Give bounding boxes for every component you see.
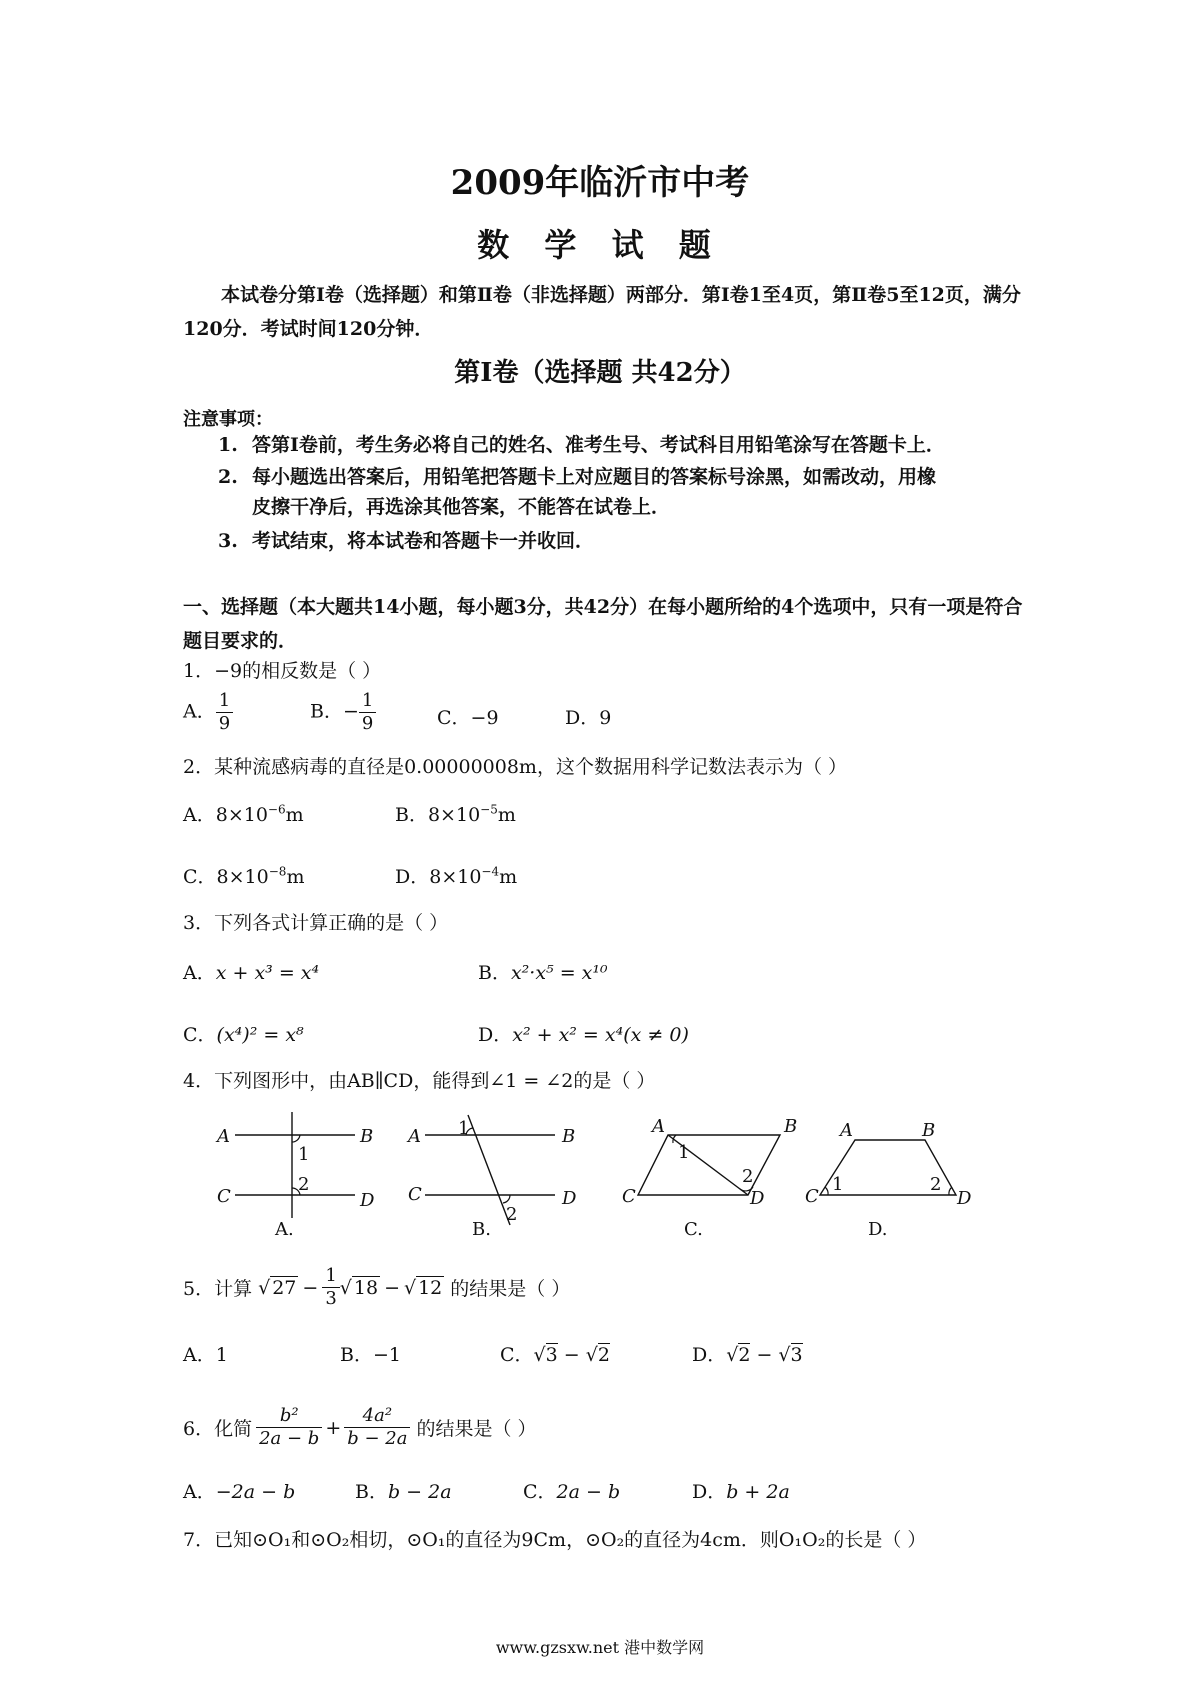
- note-item: 2. 每小题选出答案后，用铅笔把答题卡上对应题目的答案标号涂黑，如需改动，用橡: [218, 466, 937, 488]
- question-4-stem: 4．下列图形中，由AB∥CD，能得到∠1 = ∠2的是（ ）: [183, 1070, 656, 1092]
- label-b: B: [784, 1116, 798, 1137]
- angle-2: 2: [742, 1166, 754, 1187]
- figure-c: [622, 1116, 797, 1240]
- angle-2: 2: [298, 1174, 310, 1195]
- note-item: 1. 答第Ⅰ卷前，考生务必将自己的姓名、准考生号、考试科目用铅笔涂写在答题卡上．: [218, 434, 945, 456]
- question-5-option-b: B．−1: [340, 1344, 401, 1366]
- question-1-option-a: A． $\frac{1}{9}$: [183, 690, 233, 735]
- question-1-stem: 1．−9的相反数是（ ）: [183, 660, 382, 682]
- angle-1: 1: [678, 1142, 690, 1163]
- label-c: C: [217, 1186, 231, 1207]
- question-2-option-c: C．$8\times 10^{-8}m$: [183, 864, 305, 888]
- label-d: D: [957, 1188, 972, 1209]
- question-5-option-c: C．√3 − √2: [500, 1344, 610, 1366]
- label-c: C: [408, 1184, 422, 1205]
- question-1-option-c: C．−9: [437, 707, 499, 729]
- figure-d: [805, 1120, 972, 1240]
- section-heading: 一、选择题（本大题共14小题，每小题3分，共42分）在每小题所给的4个选项中，只有一项是符合题目要求的．: [183, 596, 1023, 652]
- question-6-option-a: A．−2a − b: [183, 1481, 296, 1503]
- question-3-option-a: A．x + x³ = x⁴: [183, 962, 320, 984]
- caption-d: D.: [868, 1219, 888, 1240]
- question-6-option-b: B．b − 2a: [355, 1481, 452, 1503]
- caption-a: A.: [275, 1219, 294, 1240]
- label-b: B: [922, 1120, 936, 1141]
- question-2-option-b: B．$8\times 10^{-5}m$: [395, 802, 516, 826]
- label-c: C: [622, 1186, 636, 1207]
- figure-a: [215, 1112, 375, 1240]
- question-6-option-c: C．2a − b: [523, 1481, 621, 1503]
- exam-title: 2009年临沂市中考: [450, 163, 750, 203]
- angle-2: 2: [930, 1174, 942, 1195]
- angle-1: 1: [458, 1118, 470, 1139]
- question-5-option-a: A．1: [183, 1344, 228, 1366]
- question-3-option-c: C．(x⁴)² = x⁸: [183, 1024, 304, 1046]
- label-a: A: [840, 1120, 853, 1141]
- exam-intro: 本试卷分第Ⅰ卷（选择题）和第Ⅱ卷（非选择题）两部分．第Ⅰ卷1至4页，第Ⅱ卷5至12页，满分120分．考试时间120分钟．: [183, 284, 1021, 340]
- label-d: D: [360, 1190, 375, 1211]
- question-5-option-d: D．√2 − √3: [692, 1344, 803, 1366]
- question-1-option-d: D．9: [565, 707, 612, 729]
- exam-subtitle: 数 学 试 题: [477, 226, 723, 264]
- label-a: A: [217, 1126, 230, 1147]
- label-a: A: [652, 1116, 665, 1137]
- question-3-stem: 3．下列各式计算正确的是（ ）: [183, 912, 449, 934]
- question-5-stem: 5．计算 √ 27 − $\frac{1}{3}$ √ 18 − √ 12 的结果是（ ）: [183, 1265, 571, 1309]
- angle-1: 1: [832, 1174, 844, 1195]
- label-d: D: [750, 1188, 765, 1209]
- caption-c: C.: [684, 1219, 703, 1240]
- note-item: 皮擦干净后，再选涂其他答案，不能答在试卷上．: [252, 496, 671, 518]
- question-3-option-b: B．x²·x⁵ = x¹⁰: [478, 962, 608, 984]
- page-footer: www.gzsxw.net 港中数学网: [495, 1638, 705, 1657]
- part-title: 第Ⅰ卷（选择题 共42分）: [454, 358, 746, 388]
- question-2-option-a: A．$8\times 10^{-6}m$: [183, 802, 304, 826]
- label-d: D: [562, 1188, 577, 1209]
- question-6-stem: 6．化简 $\frac{\text{b²}}{2a - b}$ + $\frac{\text{4a²}}{b - 2a}$ 的结果是（ ）: [183, 1405, 537, 1449]
- question-1-option-b: B．− $\frac{1}{9}$: [310, 690, 376, 735]
- angle-1: 1: [298, 1144, 310, 1165]
- question-6-option-d: D．b + 2a: [692, 1481, 790, 1503]
- label-c: C: [805, 1186, 819, 1207]
- figure-b: [406, 1115, 577, 1240]
- label-b: B: [360, 1126, 374, 1147]
- note-item: 3. 考试结束，将本试卷和答题卡一并收回．: [218, 530, 595, 552]
- notes-heading: 注意事项：: [183, 409, 273, 430]
- question-2-stem: 2．某种流感病毒的直径是0.00000008m，这个数据用科学记数法表示为（ ）: [183, 756, 847, 778]
- angle-2: 2: [506, 1204, 518, 1225]
- question-3-option-d: D．x² + x² = x⁴(x ≠ 0): [478, 1024, 689, 1046]
- question-4-figures: [200, 1100, 1000, 1250]
- question-7-stem: 7．已知⊙O₁和⊙O₂相切，⊙O₁的直径为9Cm，⊙O₂的直径为4cm．则O₁O₂的长是（ ）: [183, 1529, 927, 1551]
- label-a: A: [408, 1126, 421, 1147]
- label-b: B: [562, 1126, 576, 1147]
- question-2-option-d: D．$8\times 10^{-4}m$: [395, 864, 518, 888]
- caption-b: B.: [472, 1219, 491, 1240]
